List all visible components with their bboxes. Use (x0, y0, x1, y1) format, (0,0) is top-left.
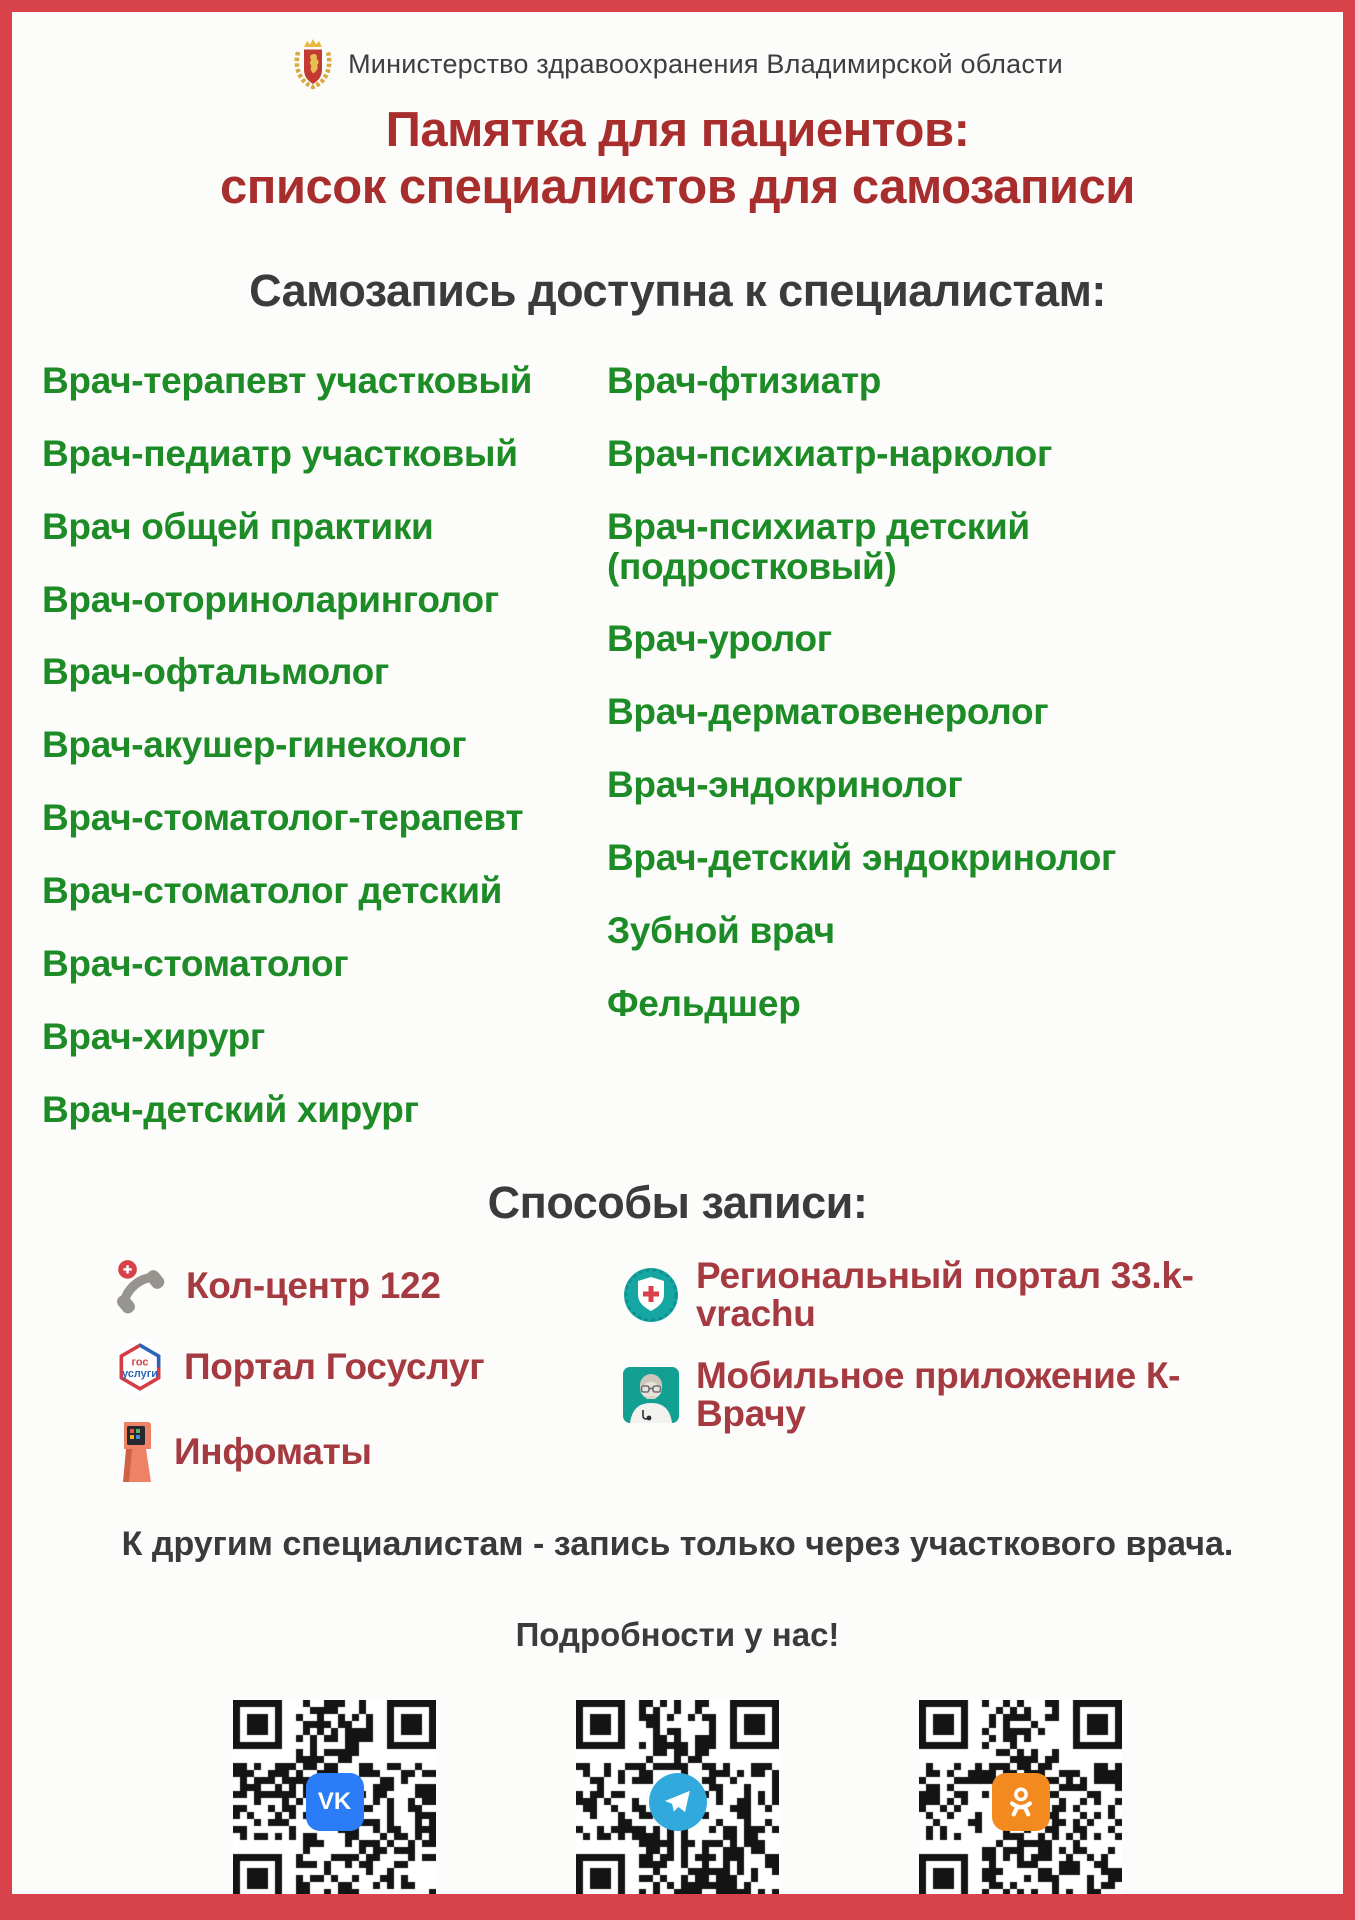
method-label-infomat: Инфоматы (174, 1431, 372, 1473)
poster-title (42, 102, 1313, 217)
method-label-regional-portal: Региональный портал 33.k-vrachu (696, 1255, 1194, 1335)
specialist-item: Врач-акушер-гинеколог (42, 724, 467, 766)
infomat-icon (112, 1419, 158, 1485)
specialist-item: Врач-уролог (607, 618, 832, 660)
k-vrachu-icon (622, 1366, 680, 1424)
method-label-k-vrachu-app: Мобильное приложение К-Врачу (696, 1355, 1181, 1435)
specialist-item: Врач-стоматолог детский (42, 870, 503, 912)
specialist-item: Врач-эндокринолог (607, 764, 963, 806)
poster-title-line1: Памятка для пациентов: (385, 103, 970, 157)
specialist-item: Врач-хирург (42, 1016, 266, 1058)
qr-code-telegram (576, 1700, 779, 1903)
poster-content (12, 12, 1343, 1903)
specialist-item: Зубной врач (607, 910, 835, 952)
odnoklassniki-logo-icon (992, 1773, 1050, 1831)
booking-methods (112, 1257, 1313, 1509)
specialist-item: Врач общей практики (42, 505, 434, 547)
specialists-column-left (42, 361, 607, 1163)
specialist-item: Врач-психиатр-нарколог (607, 432, 1053, 474)
specialist-item: Врач-психиатр детский (подростковый) (607, 505, 1030, 587)
ministry-name: Министерство здравоохранения Владимирской области (348, 48, 1063, 79)
specialist-item: Врач-дерматовенеролог (607, 691, 1049, 733)
method-regional-portal (622, 1257, 1202, 1333)
vladimir-region-coat-of-arms-icon (292, 38, 334, 90)
specialist-item: Фельдшер (607, 983, 801, 1025)
phone-icon (112, 1257, 170, 1315)
svg-text:гос: гос (131, 1356, 149, 1369)
referral-note: К другим специалистам - запись только через участкового врача. (121, 1525, 1234, 1564)
specialist-item: Врач-педиатр участковый (42, 432, 518, 474)
regional-portal-icon (622, 1266, 680, 1324)
poster-title-line2: список специалистов для самозаписи (220, 160, 1135, 215)
qr-code-vk (233, 1700, 436, 1903)
booking-methods-right (622, 1257, 1202, 1509)
svg-text:услуги: услуги (122, 1367, 158, 1380)
vk-logo-icon: VK (306, 1773, 364, 1831)
gosuslugi-icon (112, 1339, 168, 1395)
specialist-item: Врач-детский хирург (42, 1089, 419, 1131)
specialist-item: Врач-детский эндокринолог (607, 837, 1117, 879)
details-heading: Подробности у нас! (515, 1616, 840, 1654)
telegram-logo-icon (649, 1773, 707, 1831)
specialist-item: Врач-фтизиатр (607, 359, 882, 401)
method-label-gosuslugi: Портал Госуслуг (184, 1346, 485, 1388)
method-gosuslugi (112, 1339, 582, 1395)
gov-header (42, 38, 1313, 90)
booking-methods-left (112, 1257, 582, 1509)
specialists-columns (42, 361, 1313, 1163)
qr-row (42, 1700, 1313, 1903)
specialist-item: Врач-стоматолог (42, 943, 349, 985)
specialist-item: Врач-терапевт участковый (42, 359, 533, 401)
specialist-item: Врач-стоматолог-терапевт (42, 797, 524, 839)
specialist-item: Врач-офтальмолог (42, 651, 390, 693)
method-infomat (112, 1419, 582, 1485)
booking-heading: Способы записи: (487, 1177, 868, 1229)
specialists-subtitle: Самозапись доступна к специалистам: (249, 264, 1106, 316)
specialists-column-right (607, 361, 1127, 1163)
qr-code-odnoklassniki (919, 1700, 1122, 1903)
method-call-center (112, 1257, 582, 1315)
method-label-call-center: Кол-центр 122 (186, 1265, 441, 1307)
specialist-item: Врач-оториноларинголог (42, 578, 499, 620)
method-k-vrachu-app (622, 1357, 1202, 1433)
